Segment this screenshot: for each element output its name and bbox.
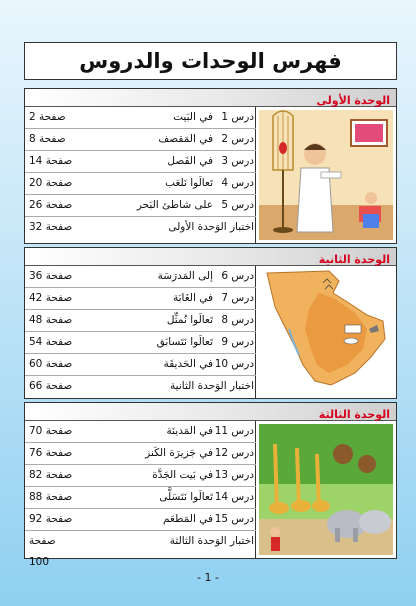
lesson-number: درس 3 xyxy=(221,155,254,167)
lesson-row-13[interactable] xyxy=(25,465,256,487)
lesson-number: درس 10 xyxy=(214,358,254,370)
lesson-title: في البَيت xyxy=(173,111,213,123)
unit-3-header xyxy=(25,403,396,421)
exam-title: اختبار الوَحدة الثانية xyxy=(170,380,254,392)
lesson-page: صفحة 8 xyxy=(29,133,66,145)
lesson-row-5[interactable] xyxy=(25,195,256,217)
lesson-page: صفحة 48 xyxy=(29,314,73,326)
unit-3-illustration xyxy=(255,421,396,558)
unit-2-illustration xyxy=(255,266,396,398)
lesson-page: صفحة 42 xyxy=(29,292,73,304)
exam-page: صفحة 100 xyxy=(29,535,56,568)
exam-page: صفحة 66 xyxy=(29,380,73,392)
exam-title: اختبار الوَحدة الأولى xyxy=(168,221,254,233)
lesson-number: درس 14 xyxy=(214,491,254,503)
lesson-page: صفحة 36 xyxy=(29,270,73,282)
lesson-title: في المَقصف xyxy=(158,133,213,145)
page-title-box xyxy=(24,42,397,80)
lesson-number: درس 11 xyxy=(214,425,254,437)
unit-2-header xyxy=(25,248,396,266)
unit-exam-row[interactable] xyxy=(25,531,256,568)
lesson-number: درس 15 xyxy=(214,513,254,525)
lesson-number: درس 7 xyxy=(221,292,254,304)
lesson-page: صفحة 14 xyxy=(29,155,73,167)
lesson-number: درس 4 xyxy=(221,177,254,189)
zoo-animals-illustration-icon xyxy=(259,424,393,555)
lesson-page: صفحة 70 xyxy=(29,425,73,437)
unit-2-title: الوحدة الثانية xyxy=(318,253,390,266)
lesson-title: إلى المَدرَسَة xyxy=(157,270,213,282)
lesson-row-12[interactable] xyxy=(25,443,256,465)
unit-3-section xyxy=(24,402,397,568)
arabian-peninsula-map-illustration-icon xyxy=(259,269,393,395)
lesson-title: تَعالَوا نَتَسَلَّى xyxy=(159,491,213,503)
unit-1-title: الوحدة الأولى xyxy=(316,94,390,107)
lesson-row-9[interactable] xyxy=(25,332,256,354)
lesson-number: درس 12 xyxy=(214,447,254,459)
lesson-number: درس 5 xyxy=(221,199,254,211)
lesson-number: درس 9 xyxy=(221,336,254,348)
lesson-row-10[interactable] xyxy=(25,354,256,376)
lesson-row-8[interactable] xyxy=(25,310,256,332)
lesson-title: في جَزيرَة الكَنز xyxy=(145,447,213,459)
lesson-title: تَعالَوا نُمثِّل xyxy=(166,314,213,326)
lesson-title: في المَدينَة xyxy=(166,425,213,437)
lesson-title: تَعالَوا نَتَسابَق xyxy=(156,336,213,348)
unit-1-section xyxy=(24,88,397,244)
boy-with-birdcage-illustration-icon xyxy=(259,110,393,240)
lesson-page: صفحة 92 xyxy=(29,513,73,525)
lesson-row-4[interactable] xyxy=(25,173,256,195)
unit-1-header xyxy=(25,89,396,107)
lesson-page: صفحة 88 xyxy=(29,491,73,503)
lesson-row-2[interactable] xyxy=(25,129,256,151)
lesson-title: تَعالَوا نَلعَب xyxy=(165,177,213,189)
lesson-number: درس 13 xyxy=(214,469,254,481)
lesson-page: صفحة 82 xyxy=(29,469,73,481)
lesson-row-1[interactable] xyxy=(25,107,256,129)
unit-1-illustration xyxy=(255,107,396,243)
exam-page: صفحة 32 xyxy=(29,221,73,233)
lesson-page: صفحة 54 xyxy=(29,336,73,348)
unit-2-section xyxy=(24,247,397,399)
lesson-row-15[interactable] xyxy=(25,509,256,531)
lesson-page: صفحة 26 xyxy=(29,199,73,211)
lesson-title: على شاطئ البَحر xyxy=(136,199,213,211)
lesson-row-6[interactable] xyxy=(25,266,256,288)
lesson-row-3[interactable] xyxy=(25,151,256,173)
lesson-number: درس 2 xyxy=(221,133,254,145)
lesson-page: صفحة 2 xyxy=(29,111,66,123)
lesson-page: صفحة 76 xyxy=(29,447,73,459)
unit-exam-row[interactable] xyxy=(25,376,256,397)
lesson-title: في المَطعَم xyxy=(163,513,213,525)
unit-3-title: الوحدة الثالثة xyxy=(318,408,390,421)
lesson-title: في الغَابَة xyxy=(172,292,213,304)
unit-exam-row[interactable] xyxy=(25,217,256,238)
page-title: فهرس الوحدات والدروس xyxy=(79,49,342,73)
lesson-title: في الفَصل xyxy=(167,155,213,167)
lesson-page: صفحة 60 xyxy=(29,358,73,370)
lesson-number: درس 6 xyxy=(221,270,254,282)
page-number: - 1 - xyxy=(197,571,219,584)
lesson-number: درس 8 xyxy=(221,314,254,326)
lesson-title: في بَيت الجَدَّة xyxy=(152,469,213,481)
lesson-number: درس 1 xyxy=(221,111,254,123)
lesson-title: في الحَديقَة xyxy=(163,358,213,370)
lesson-row-14[interactable] xyxy=(25,487,256,509)
exam-title: اختبار الوَحدة الثالثة xyxy=(169,535,254,547)
lesson-row-7[interactable] xyxy=(25,288,256,310)
lesson-row-11[interactable] xyxy=(25,421,256,443)
lesson-page: صفحة 20 xyxy=(29,177,73,189)
